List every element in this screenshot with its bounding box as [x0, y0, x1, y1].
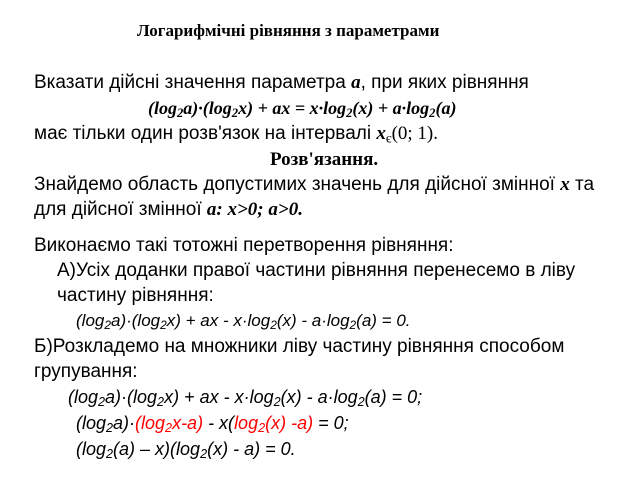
task-line-1	[34, 73, 529, 92]
highlight-group-1: $(\log_2x-a)$	[135, 413, 204, 436]
step-b-equation-3: $(\log_2(a) - x)(\log_2(x) - a) = 0$.	[76, 439, 296, 462]
main-equation: $(\log_2a)\cdot(\log_2x)$ + ax = $x\cdot\log_2(x) + a\cdot\log_2(a)$	[148, 98, 457, 121]
domain-line-2: для дійсної змінної a: x>0; a>0.	[34, 199, 303, 220]
belongs-symbol: є	[385, 130, 392, 146]
var-x: x	[560, 174, 570, 195]
step-a-line-2: частину рівняння:	[57, 285, 214, 306]
step-b-line-1: Б)Розкладемо на множники ліву частину рівняння способом	[34, 336, 565, 357]
transform-intro: Виконаємо такі тотожні перетворення рівняння:	[34, 235, 454, 256]
task-text: Вказати дійсні значення параметра	[34, 72, 352, 93]
step-a-line-1: А)Усіх доданки правої частини рівняння перенесемо в ліву	[57, 260, 576, 281]
task-interval-text: має тільки один розв'язок на інтервалі	[34, 123, 377, 144]
domain-condition: a: x>0; a>0.	[206, 199, 303, 220]
step-b-equation-2: $(\log_2a)\cdot(\log_2x-a) - x(\log_2(x) -a) = 0$;	[76, 413, 349, 436]
page-title: Логарифмічні рівняння з параметрами	[137, 21, 440, 40]
step-a-equation: $(\log_2a)\cdot(\log_2x)$ + ax - $x\cdot\log_2(x) - a\cdot\log_2(a) = 0$.	[76, 311, 411, 332]
domain-line-1: Знайдемо область допустимих значень для дійсної змінної x та	[34, 174, 595, 195]
highlight-group-2: $\log_2(x)$ -a)	[234, 413, 314, 436]
task-text-tail: , при яких рівняння	[360, 72, 529, 93]
solution-heading: Розв'язання.	[270, 149, 379, 170]
var-x: x	[376, 123, 386, 144]
task-line-3	[34, 123, 438, 146]
interval: (0; 1).	[391, 123, 438, 144]
step-b-line-2: групування:	[34, 361, 138, 382]
param-a: a	[351, 72, 361, 93]
step-b-equation-1: $(\log_2a)\cdot(\log_2x)$ + ax - $x\cdot\log_2(x) - a\cdot\log_2(a) = 0$;	[68, 387, 423, 410]
